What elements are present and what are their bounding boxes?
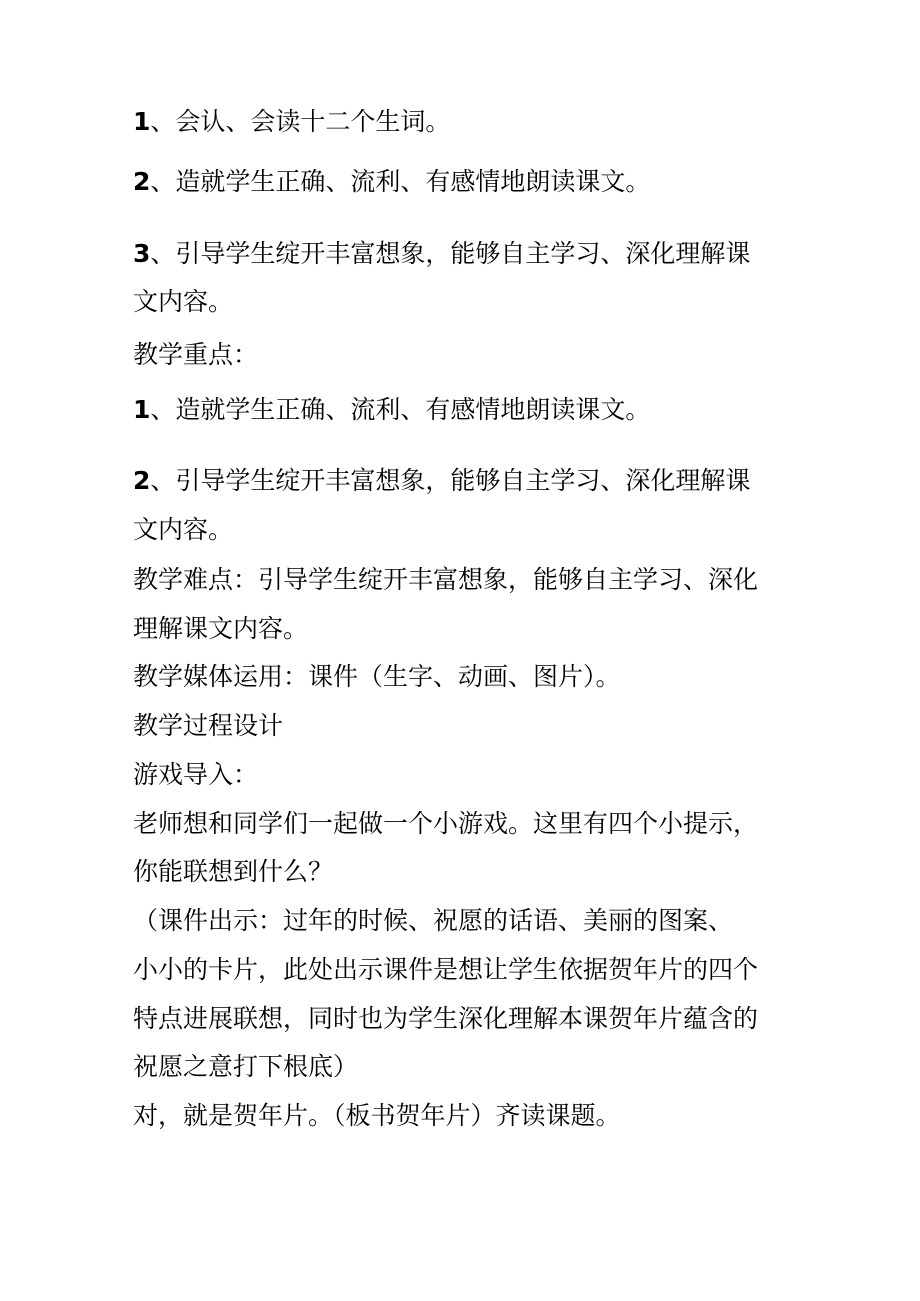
objective-3-continuation: 文内容。 (133, 287, 234, 316)
objective-text: 、造就学生正确、流利、有感情地朗读课文。 (150, 167, 651, 196)
game-intro-para-line-2: 你能联想到什么？ (133, 857, 334, 886)
key-point-text: 、引导学生绽开丰富想象，能够自主学习、深化理解课 (150, 466, 751, 495)
note-line-3: 特点进展联想，同时也为学生深化理解本课贺年片蕴含的 (133, 1004, 759, 1033)
objective-number: 1 (133, 107, 151, 136)
closing-line: 对，就是贺年片。（板书贺年片）齐读课题。 (133, 1101, 621, 1130)
key-point-1 (133, 395, 813, 425)
objective-2 (133, 167, 813, 197)
objective-number: 2 (133, 167, 151, 196)
objective-number: 3 (133, 239, 151, 268)
game-intro-heading: 游戏导入： (133, 760, 259, 789)
objective-text: 、引导学生绽开丰富想象，能够自主学习、深化理解课 (150, 239, 751, 268)
objective-3 (133, 239, 813, 269)
media-line: 教学媒体运用：课件（生字、动画、图片）。 (133, 662, 621, 691)
note-line-2: 小小的卡片，此处出示课件是想让学生依据贺年片的四个 (133, 955, 759, 984)
game-intro-para-line-1: 老师想和同学们一起做一个小游戏。这里有四个小提示， (133, 809, 759, 838)
difficulty-line-2: 理解课文内容。 (133, 614, 309, 643)
key-point-2 (133, 466, 813, 496)
objective-1 (133, 107, 813, 137)
key-points-heading: 教学重点： (133, 340, 259, 369)
process-title: 教学过程设计 (133, 711, 284, 740)
key-point-2-continuation: 文内容。 (133, 515, 234, 544)
note-line-4: 祝愿之意打下根底） (133, 1052, 359, 1081)
key-point-text: 、造就学生正确、流利、有感情地朗读课文。 (150, 395, 651, 424)
difficulty-line-1: 教学难点：引导学生绽开丰富想象，能够自主学习、深化 (133, 565, 759, 594)
key-point-number: 1 (133, 395, 151, 424)
key-point-number: 2 (133, 466, 151, 495)
note-line-1: （课件出示：过年的时候、祝愿的话语、美丽的图案、 (133, 906, 734, 935)
objective-text: 、会认、会读十二个生词。 (150, 107, 451, 136)
